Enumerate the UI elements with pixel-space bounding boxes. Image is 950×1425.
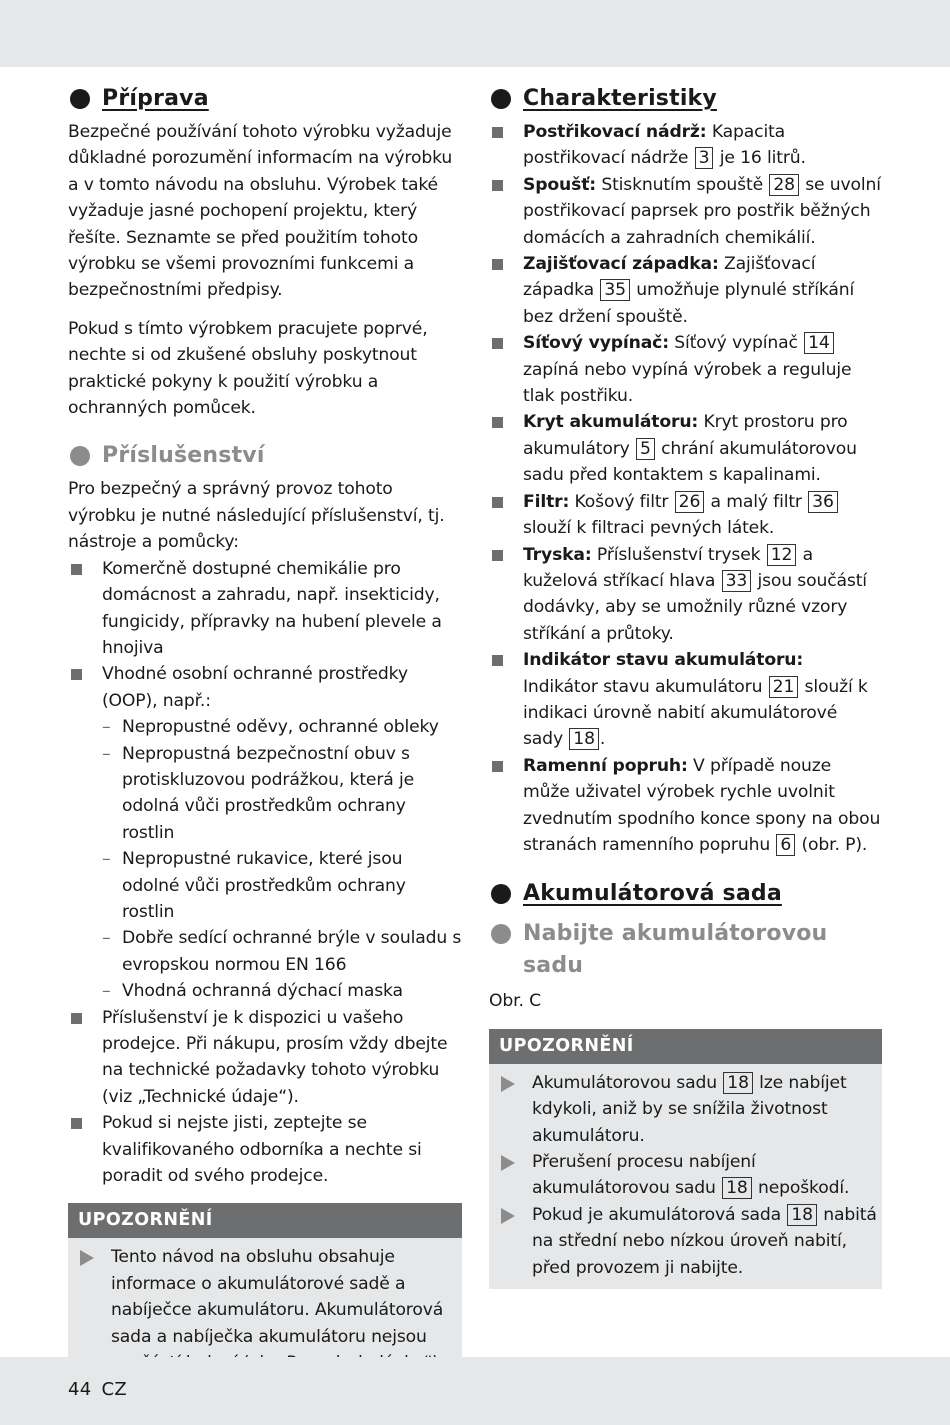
bullet-dot-icon — [491, 89, 511, 109]
left-column — [68, 83, 462, 1384]
square-bullet-icon — [492, 338, 503, 349]
feature-item: Spoušť: Stisknutím spouště 28 se uvolní postřikovací paprsek pro postřik běžných domácích a zahradních chemikálií. — [489, 172, 882, 251]
heading-nabijte: Nabijte akumulátorovou sadu — [489, 918, 882, 982]
ref-number: 14 — [804, 332, 834, 354]
bullet-dot-icon — [70, 446, 90, 466]
triangle-bullet-icon — [80, 1250, 94, 1266]
ref-number: 33 — [722, 570, 752, 592]
notice-header: UPOZORNĚNÍ — [489, 1029, 882, 1064]
page-footer — [0, 1357, 950, 1425]
feature-item: Síťový vypínač: Síťový vypínač 14 zapíná nebo vypíná výrobek a reguluje tlak postřiku. — [489, 330, 882, 409]
ref-number: 35 — [600, 279, 630, 301]
page-number: 44 — [68, 1379, 92, 1400]
notice-item: Akumulátorovou sadu 18 lze nabíjet kdykoli, aniž by se snížila životnost akumulátoru. — [489, 1070, 882, 1149]
square-bullet-icon — [492, 127, 503, 138]
notice-item: Přerušení procesu nabíjení akumulátorovou sadu 18 nepoškodí. — [489, 1149, 882, 1202]
triangle-bullet-icon — [501, 1076, 515, 1092]
ppe-sublist — [102, 714, 462, 1004]
heading-priprava: Příprava — [68, 83, 462, 115]
list-item: Pokud si nejste jisti, zeptejte se kvalifikovaného odborníka a nechte si poradit od svého prodejce. — [68, 1110, 462, 1189]
heading-akumulatorova-sada: Akumulátorová sada — [489, 878, 882, 910]
sublist-item: – Dobře sedící ochranné brýle v souladu s evropskou normou EN 166 — [102, 928, 462, 975]
list-item: Vhodné osobní ochranné prostředky (OOP), např.: – Nepropustné oděvy, ochranné obleky – Nepropustná bezpečnostní obuv s protiskluzovou podrážkou, která je odolná vůči prostředkům ochrany rostlin – Nepropustné rukavice, které jsou odolné vůči prostředkům ochrany rostlin – Dobře sedící ochranné brýle v souladu s evropskou normou EN 166 – Vhodná ochranná dýchací maska — [68, 661, 462, 1004]
ref-number: 6 — [776, 834, 795, 856]
sublist-item: – Nepropustné rukavice, které jsou odolné vůči prostředkům ochrany rostlin — [102, 849, 406, 922]
square-bullet-icon — [492, 655, 503, 666]
ref-number: 3 — [695, 147, 714, 169]
heading-charakteristiky: Charakteristiky — [489, 83, 882, 115]
sublist-item: – Nepropustné oděvy, ochranné obleky — [102, 717, 439, 738]
ref-number: 36 — [808, 491, 838, 513]
ref-number: 21 — [769, 676, 799, 698]
ref-number: 5 — [636, 438, 655, 460]
bullet-dot-icon — [491, 924, 511, 944]
notice-box — [489, 1029, 882, 1289]
feature-item: Tryska: Příslušenství trysek 12 a kuželová stříkací hlava 33 jsou součástí dodávky, aby se umožnily různé vzory stříkání a průtoky. — [489, 542, 882, 648]
square-bullet-icon — [71, 1118, 82, 1129]
feature-item: Kryt akumulátoru: Kryt prostoru pro akumulátory 5 chrání akumulátorovou sadu před kontaktem s kapalinami. — [489, 409, 882, 488]
language-code: CZ — [101, 1379, 128, 1400]
sublist-item: – Nepropustná bezpečnostní obuv s protiskluzovou podrážkou, která je odolná vůči prostředkům ochrany rostlin — [102, 743, 414, 843]
feature-item: Indikátor stavu akumulátoru: Indikátor stavu akumulátoru 21 slouží k indikaci úrovně nabití akumulátorové sady 18 . — [489, 647, 882, 753]
sublist-item: – Vhodná ochranná dýchací maska — [102, 981, 403, 1002]
list-item: Komerčně dostupné chemikálie pro domácnost a zahradu, např. insekticidy, fungicidy, přípravky na hubení plevele a hnojiva — [68, 556, 462, 662]
notice-header: UPOZORNĚNÍ — [68, 1203, 462, 1238]
prislusenstvi-intro: Pro bezpečný a správný provoz tohoto výrobku je nutné následující příslušenství, tj. nástroje a pomůcky: — [68, 479, 445, 553]
figure-reference: Obr. C — [489, 991, 541, 1012]
square-bullet-icon — [492, 180, 503, 191]
accessories-list — [68, 556, 462, 1190]
priprava-paragraph-1: Bezpečné používání tohoto výrobku vyžaduje důkladné porozumění informacím na výrobku a v tomto návodu na obsluhu. Výrobek také vyžaduje jasné pochopení projektu, který řešíte. Seznamte se před použitím tohoto výrobku se všemi provozními funkcemi a bezpečnostními předpisy. — [68, 122, 453, 301]
square-bullet-icon — [71, 564, 82, 575]
ref-number: 18 — [569, 728, 599, 750]
ref-number: 18 — [722, 1177, 752, 1199]
square-bullet-icon — [492, 497, 503, 508]
ref-number: 18 — [787, 1204, 817, 1226]
feature-item: Zajišťovací západka: Zajišťovací západka 35 umožňuje plynulé stříkání bez držení spouště. — [489, 251, 882, 330]
top-bar — [0, 0, 950, 67]
triangle-bullet-icon — [501, 1208, 515, 1224]
ref-number: 18 — [723, 1072, 753, 1094]
feature-item: Ramenní popruh: V případě nouze může uživatel výrobek rychle uvolnit zvednutím spodního konce spony na obou stranách ramenního popruhu 6 (obr. P). — [489, 753, 882, 859]
ref-number: 12 — [767, 544, 797, 566]
bullet-dot-icon — [70, 89, 90, 109]
heading-prislusenstvi: Příslušenství — [68, 440, 462, 472]
priprava-paragraph-2: Pokud s tímto výrobkem pracujete poprvé, nechte si od zkušené obsluhy poskytnout praktické pokyny k použití výrobku a ochranných pomůcek. — [68, 318, 428, 419]
feature-item: Postřikovací nádrž: Kapacita postřikovací nádrže 3 je 16 litrů. — [489, 119, 882, 172]
square-bullet-icon — [71, 1013, 82, 1024]
square-bullet-icon — [71, 669, 82, 680]
square-bullet-icon — [492, 761, 503, 772]
features-list — [489, 119, 882, 858]
ref-number: 26 — [675, 491, 705, 513]
square-bullet-icon — [492, 550, 503, 561]
list-item: Příslušenství je k dispozici u vašeho prodejce. Při nákupu, prosím vždy dbejte na technické požadavky tohoto výrobku (viz „Technické údaje“). — [68, 1005, 462, 1111]
triangle-bullet-icon — [501, 1155, 515, 1171]
ref-number: 28 — [769, 174, 799, 196]
square-bullet-icon — [492, 259, 503, 270]
page-info — [68, 1379, 137, 1400]
bullet-dot-icon — [491, 884, 511, 904]
right-column — [489, 83, 882, 1289]
notice-item: Pokud je akumulátorová sada 18 nabitá na střední nebo nízkou úroveň nabití, před provozem ji nabijte. — [489, 1202, 882, 1281]
notice-item: Tento návod na obsluhu obsahuje informace o akumulátorové sadě a nabíječce akumulátoru. Akumulátorová sada a nabíječka akumulátoru nejsou — [68, 1244, 462, 1376]
feature-item: Filtr: Košový filtr 26 a malý filtr 36 slouží k filtraci pevných látek. — [489, 489, 882, 542]
square-bullet-icon — [492, 417, 503, 428]
